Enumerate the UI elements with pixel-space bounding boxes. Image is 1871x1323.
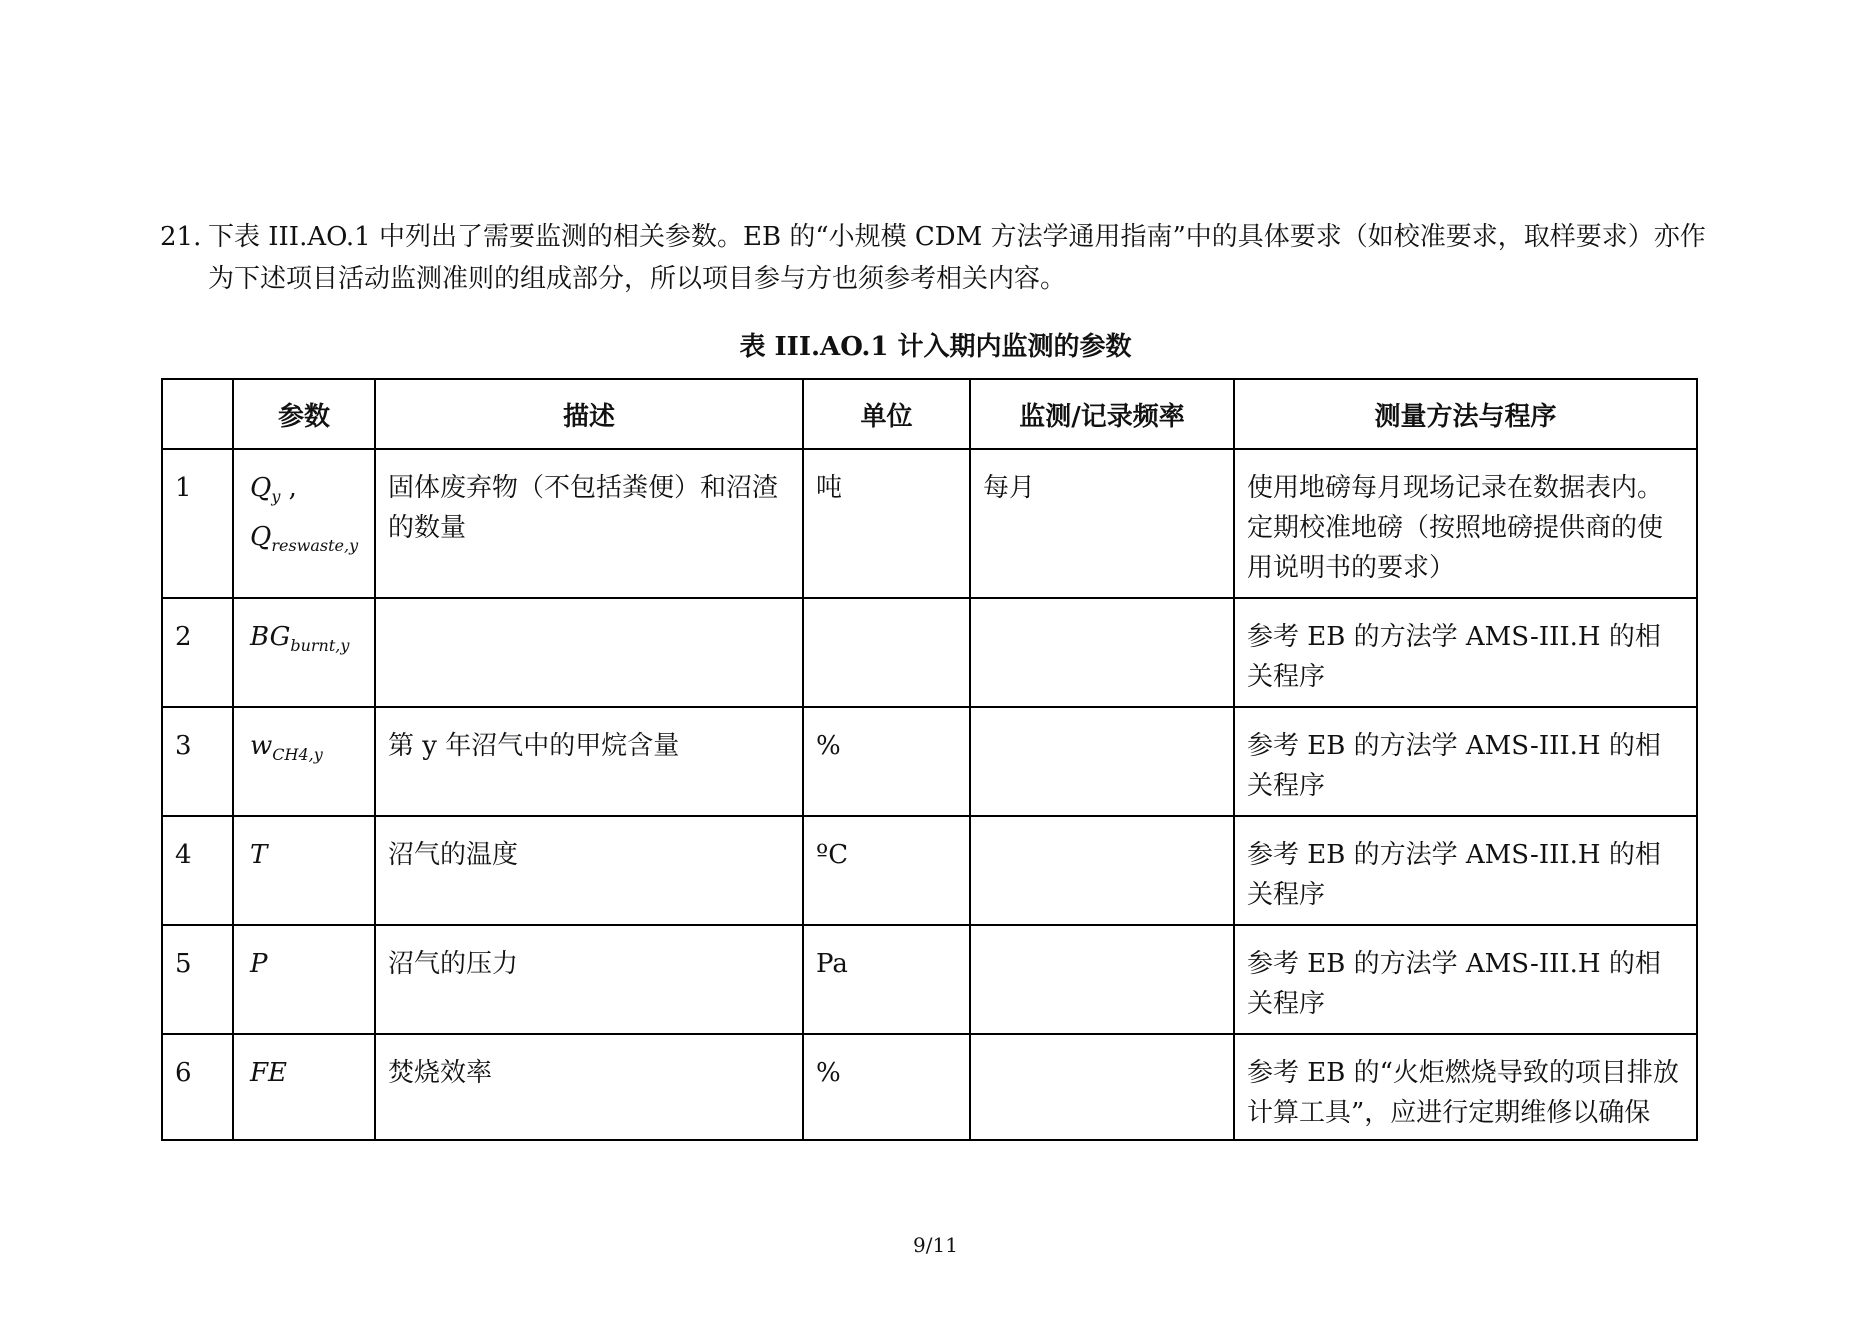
parameter-symbol xyxy=(233,816,375,925)
symbol-subscript: CH4,y xyxy=(272,745,323,764)
method-cell: 参考 EB 的“火炬燃烧导致的项目排放计算工具”，应进行定期维修以确保 xyxy=(1234,1034,1697,1140)
parameter-symbol xyxy=(233,925,375,1034)
unit-cell: 吨 xyxy=(803,449,970,598)
header-no xyxy=(162,379,233,449)
unit-cell xyxy=(803,598,970,707)
table-row xyxy=(162,449,1697,598)
unit-cell: Pa xyxy=(803,925,970,1034)
symbol-main: Q xyxy=(250,522,272,552)
frequency-cell xyxy=(970,816,1234,925)
method-cell: 使用地磅每月现场记录在数据表内。定期校准地磅（按照地磅提供商的使用说明书的要求） xyxy=(1234,449,1697,598)
description-cell xyxy=(375,598,803,707)
symbol-main: w xyxy=(250,731,273,761)
method-cell: 参考 EB 的方法学 AMS-III.H 的相关程序 xyxy=(1234,707,1697,816)
row-number: 3 xyxy=(162,707,233,816)
header-frequency: 监测/记录频率 xyxy=(970,379,1234,449)
header-method: 测量方法与程序 xyxy=(1234,379,1697,449)
header-description: 描述 xyxy=(375,379,803,449)
frequency-cell: 每月 xyxy=(970,449,1234,598)
paragraph-number: 21. xyxy=(160,222,202,252)
symbol-subscript: burnt,y xyxy=(290,636,350,655)
row-number: 4 xyxy=(162,816,233,925)
row-number: 6 xyxy=(162,1034,233,1140)
description-cell: 固体废弃物（不包括粪便）和沼渣的数量 xyxy=(375,449,803,598)
symbol-main: BG xyxy=(250,622,291,652)
description-cell: 沼气的压力 xyxy=(375,925,803,1034)
frequency-cell xyxy=(970,1034,1234,1140)
table-row xyxy=(162,816,1697,925)
symbol-main: P xyxy=(250,949,268,979)
header-unit: 单位 xyxy=(803,379,970,449)
symbol-subscript: reswaste,y xyxy=(271,536,359,555)
table-row xyxy=(162,1034,1697,1140)
parameter-symbol xyxy=(233,707,375,816)
symbol-main: T xyxy=(250,840,268,870)
frequency-cell xyxy=(970,925,1234,1034)
row-number: 5 xyxy=(162,925,233,1034)
symbol-subscript: y xyxy=(271,487,281,506)
symbol-main: Q xyxy=(250,473,272,503)
frequency-cell xyxy=(970,707,1234,816)
table-header-row xyxy=(162,379,1697,449)
parameter-symbol xyxy=(233,598,375,707)
description-cell: 焚烧效率 xyxy=(375,1034,803,1140)
unit-cell: ºC xyxy=(803,816,970,925)
table-row xyxy=(162,707,1697,816)
frequency-cell xyxy=(970,598,1234,707)
paragraph-21 xyxy=(160,216,1720,300)
table-row xyxy=(162,925,1697,1034)
symbol-separator: , xyxy=(280,473,297,503)
parameters-table xyxy=(161,378,1698,1141)
table-caption: 表 III.AO.1 计入期内监测的参数 xyxy=(739,332,1132,362)
paragraph-text: 下表 III.AO.1 中列出了需要监测的相关参数。EB 的“小规模 CDM 方法学通用指南”中的具体要求（如校准要求，取样要求）亦作为下述项目活动监测准则的组成部分，所以项目参与方也须参考相关内容。 xyxy=(208,222,1706,294)
parameter-symbol xyxy=(233,449,375,598)
row-number: 2 xyxy=(162,598,233,707)
unit-cell: % xyxy=(803,1034,970,1140)
unit-cell: % xyxy=(803,707,970,816)
row-number: 1 xyxy=(162,449,233,598)
method-cell: 参考 EB 的方法学 AMS-III.H 的相关程序 xyxy=(1234,598,1697,707)
method-cell: 参考 EB 的方法学 AMS-III.H 的相关程序 xyxy=(1234,816,1697,925)
parameter-symbol xyxy=(233,1034,375,1140)
page-number: 9/11 xyxy=(913,1233,958,1257)
method-cell: 参考 EB 的方法学 AMS-III.H 的相关程序 xyxy=(1234,925,1697,1034)
description-cell: 第 y 年沼气中的甲烷含量 xyxy=(375,707,803,816)
header-parameter: 参数 xyxy=(233,379,375,449)
table-row xyxy=(162,598,1697,707)
description-cell: 沼气的温度 xyxy=(375,816,803,925)
symbol-main: FE xyxy=(250,1058,288,1088)
